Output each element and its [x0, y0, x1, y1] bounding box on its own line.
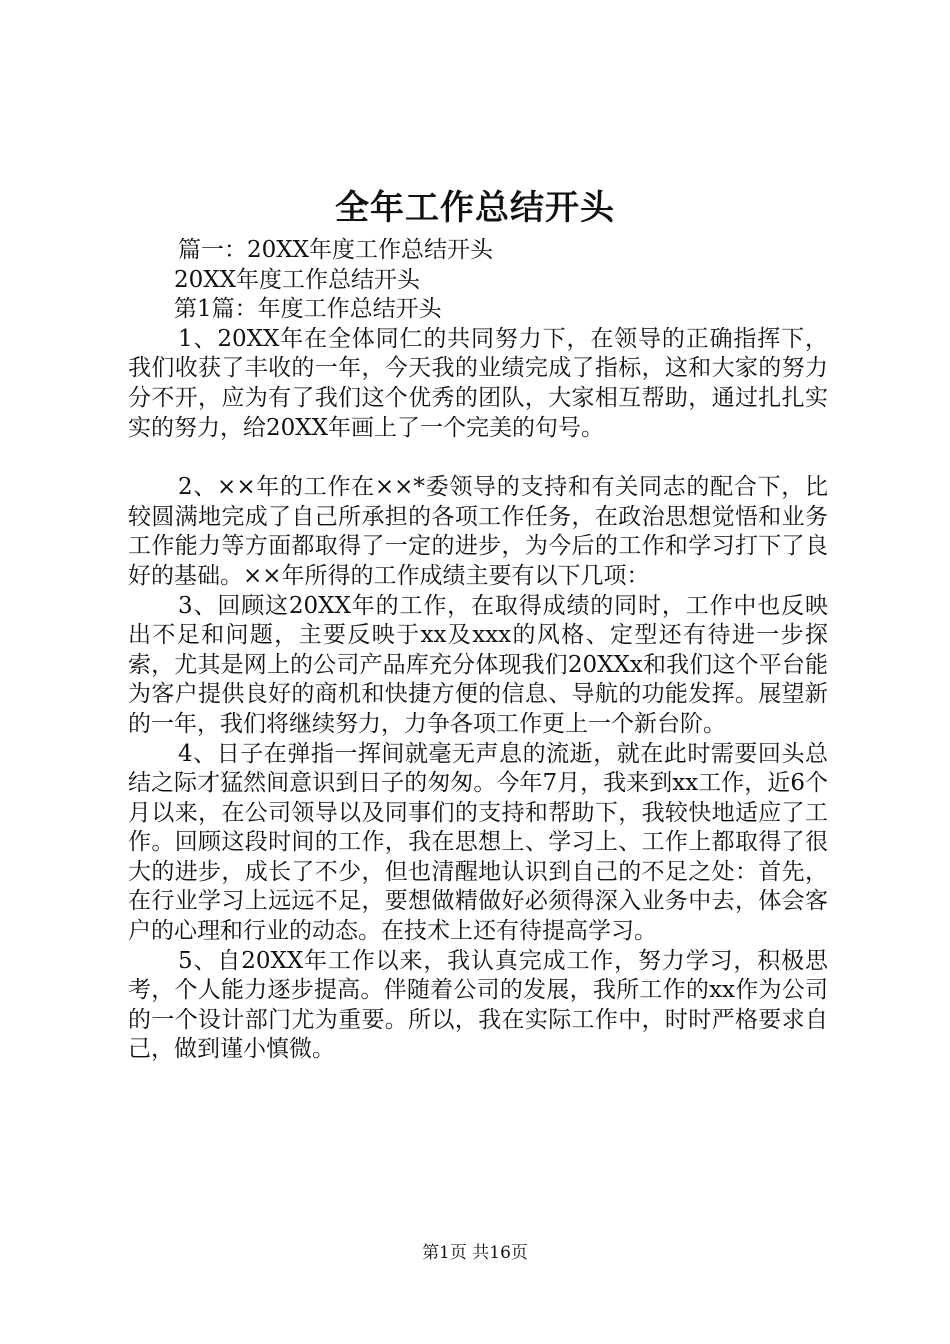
- paragraph-5: 5、自20XX年工作以来，我认真完成工作，努力学习，积极思考，个人能力逐步提高。伴随着公司的发展，我所工作的xx作为公司的一个设计部门尤为重要。所以，我在实际工作中，时时严格要求自己，做到谨小慎微。: [128, 947, 828, 1063]
- document-title: 全年工作总结开头: [335, 188, 615, 228]
- part-heading: 第1篇：年度工作总结开头: [174, 296, 442, 323]
- paragraph-2: 2、××年的工作在××*委领导的支持和有关同志的配合下，比较圆满地完成了自己所承担的各项工作任务，在政治思想觉悟和业务工作能力等方面都取得了一定的进步，为今后的工作和学习打下了良好的基础。××年所得的工作成绩主要有以下几项：: [128, 474, 828, 589]
- subsection-heading: 20XX年度工作总结开头: [174, 266, 421, 293]
- page-number-footer: 第1页 共16页: [422, 1243, 528, 1263]
- paragraph-3: 3、回顾这20XX年的工作，在取得成绩的同时，工作中也反映出不足和问题，主要反映于xx及xxx的风格、定型还有待进一步探索，尤其是网上的公司产品库充分体现我们20XXx和我们这个平台能为客户提供良好的商机和快捷方便的信息、导航的功能发挥。展望新的一年，我们将继续努力，力争各项工作更上一个新台阶。: [128, 592, 828, 737]
- paragraph-4: 4、日子在弹指一挥间就毫无声息的流逝，就在此时需要回头总结之际才猛然间意识到日子的匆匆。今年7月，我来到xx工作，近6个月以来，在公司领导以及同事们的支持和帮助下，我较快地适应了工作。回顾这段时间的工作，我在思想上、学习上、工作上都取得了很大的进步，成长了不少，但也清醒地认识到自己的不足之处：首先，在行业学习上远远不足，要想做精做好必须得深入业务中去，体会客户的心理和行业的动态。在技术上还有待提高学习。: [128, 740, 828, 945]
- section-heading: 篇一：20XX年度工作总结开头: [178, 237, 494, 263]
- document-body: [128, 236, 828, 1065]
- paragraph-1: 1、20XX年在全体同仁的共同努力下，在领导的正确指挥下，我们收获了丰收的一年，今天我的业绩完成了指标，这和大家的努力分不开，应为有了我们这个优秀的团队，大家相互帮助，通过扎扎实实的努力，给20XX年画上了一个完美的句号。: [128, 325, 828, 441]
